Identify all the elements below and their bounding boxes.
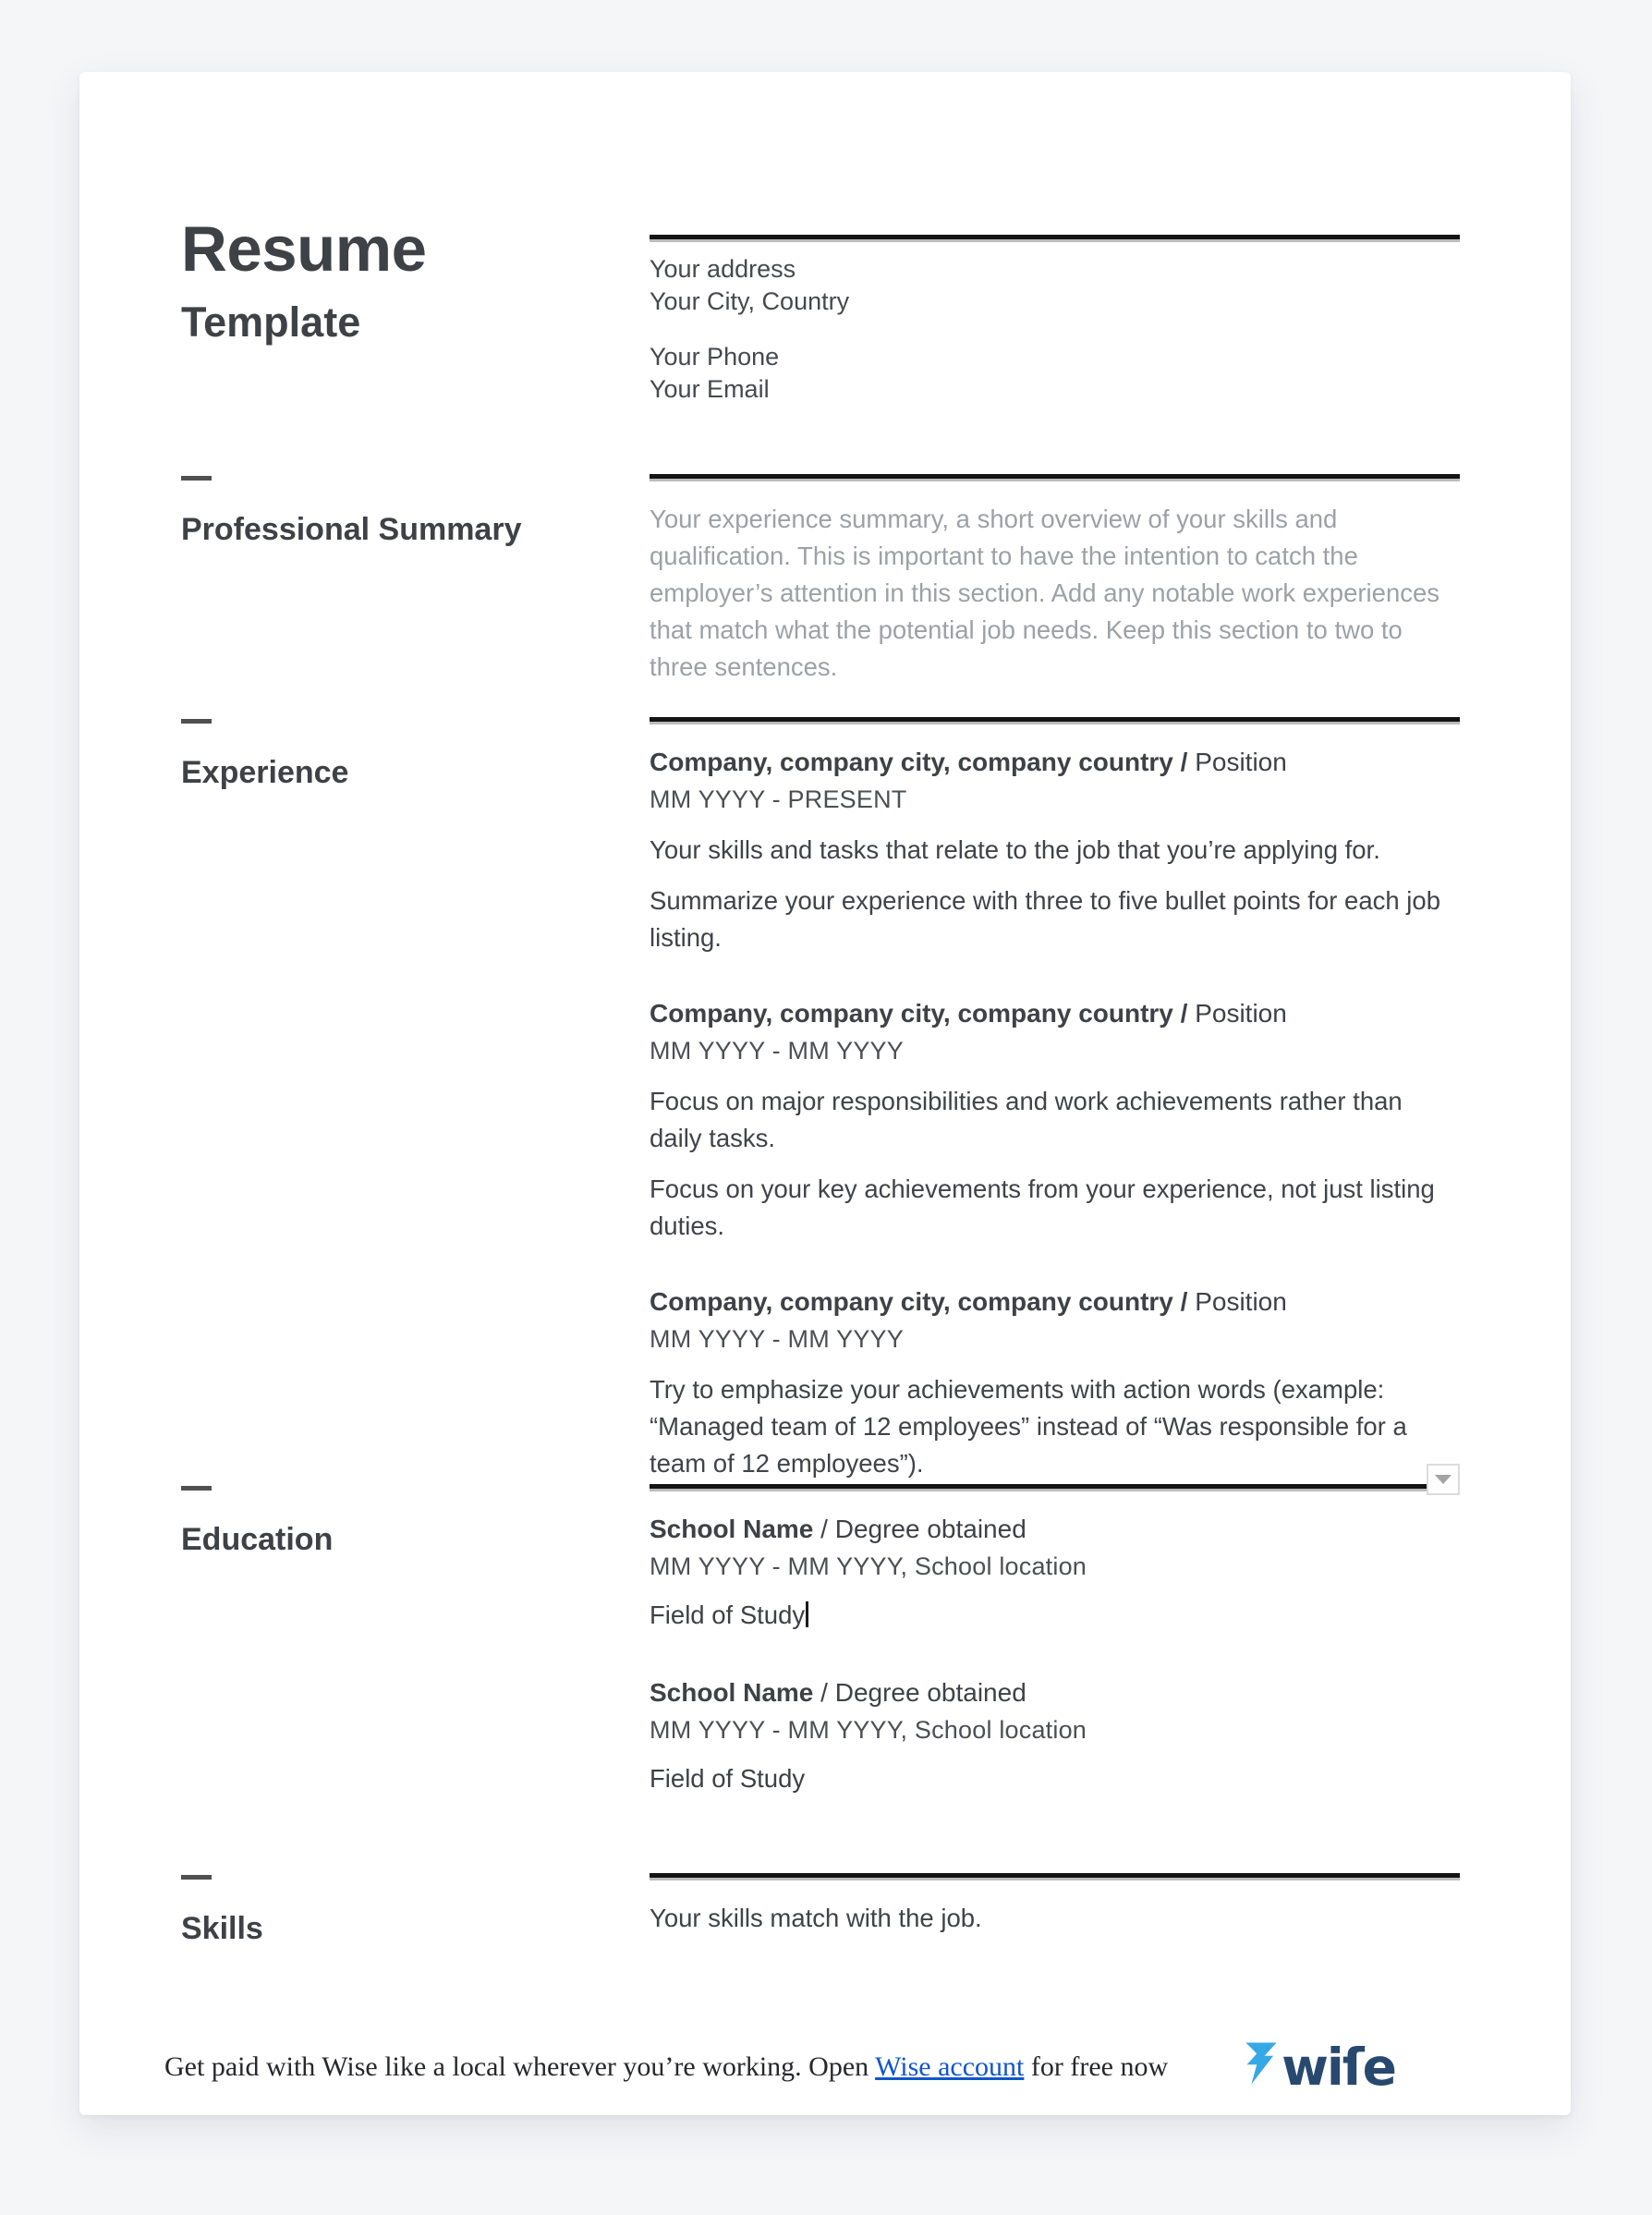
education-heading: Education (181, 1522, 334, 1557)
education-field-of-study (650, 1760, 1460, 1797)
professional-summary-content (650, 474, 1460, 686)
school-name: School Name (650, 1515, 814, 1543)
position-name: Position (1187, 748, 1287, 776)
professional-summary-heading: Professional Summary (181, 512, 522, 547)
footer-text-after: for free now (1024, 2051, 1169, 2082)
education-entry (650, 1674, 1460, 1797)
experience-entry-title (650, 744, 1460, 781)
skills-body: Your skills match with the job. (650, 1904, 982, 1932)
footer-banner (79, 2037, 1571, 2097)
position-name: Position (1187, 1287, 1287, 1316)
education-label-col (181, 1484, 650, 1797)
contact-block (650, 215, 1460, 406)
skills-divider (650, 1873, 1460, 1880)
education-entry-title (650, 1674, 1460, 1711)
education-section (79, 1484, 1571, 1797)
education-content (650, 1484, 1460, 1797)
education-divider (650, 1484, 1427, 1491)
skills-label-col (181, 1873, 650, 1947)
company-name: Company, company city, company country / (650, 748, 1188, 776)
title-block (181, 215, 650, 406)
phone-email-group (650, 341, 1460, 406)
wise-flag-icon (1244, 2041, 1279, 2093)
experience-entry-dates: MM YYYY - PRESENT (650, 785, 907, 813)
school-name: School Name (650, 1678, 814, 1707)
contact-lines (650, 253, 1460, 406)
experience-entry (650, 744, 1460, 956)
experience-entry-paragraph: Focus on major responsibilities and work achievements rather than daily tasks. (650, 1087, 1403, 1152)
field-of-study-text: Field of Study (650, 1764, 806, 1793)
header-divider (650, 235, 1460, 242)
experience-section (79, 717, 1571, 1482)
page-title: Resume (181, 213, 427, 285)
experience-entry-paragraph: Focus on your key achievements from your experience, not just listing duties. (650, 1174, 1435, 1240)
professional-summary-placeholder: Your experience summary, a short overview of your skills and qualification. This is important to have the intention to catch the employer’s attention in this section. Add any notable work experiences that match what the potential job needs. Keep this section to two to three sentences. (650, 505, 1440, 681)
footer-text-before: Get paid with Wise like a local wherever you’re working. Open (164, 2051, 876, 2082)
professional-summary-section (79, 474, 1571, 686)
education-entry (650, 1511, 1460, 1634)
contact-email: Your Email (650, 375, 770, 403)
experience-divider (650, 717, 1460, 724)
footer-text (164, 2051, 1168, 2083)
skills-section (79, 1873, 1571, 1947)
position-name: Position (1187, 999, 1287, 1028)
skills-content (650, 1873, 1460, 1947)
experience-entry-title (650, 1284, 1460, 1320)
experience-entry-paragraph: Try to emphasize your achievements with action words (example: “Managed team of 12 employees” instead of “Was responsible for a team of 12 employees”). (650, 1375, 1407, 1478)
resume-document-page (79, 72, 1571, 2115)
section-dash (181, 1486, 212, 1491)
education-entry-dates: MM YYYY - MM YYYY, School location (650, 1552, 1087, 1580)
experience-label-col (181, 717, 650, 1482)
experience-entry (650, 1284, 1460, 1482)
contact-phone: Your Phone (650, 343, 780, 371)
wise-account-link[interactable]: Wise account (875, 2051, 1025, 2082)
experience-entry-dates: MM YYYY - MM YYYY (650, 1325, 904, 1353)
wise-logo (1244, 2037, 1395, 2097)
experience-entry-dates: MM YYYY - MM YYYY (650, 1037, 904, 1065)
wise-wordmark: wiſe (1282, 2037, 1395, 2097)
degree-name: / Degree obtained (813, 1515, 1026, 1543)
education-entry-title (650, 1511, 1460, 1548)
section-dash (181, 1875, 212, 1880)
experience-heading: Experience (181, 755, 349, 790)
section-dash (181, 719, 212, 724)
section-dash (181, 476, 212, 481)
company-name: Company, company city, company country / (650, 999, 1188, 1028)
professional-summary-label-col (181, 474, 650, 686)
skills-heading: Skills (181, 1911, 263, 1946)
experience-entry-paragraph: Summarize your experience with three to five bullet points for each job listing. (650, 886, 1440, 952)
chevron-down-icon (1435, 1475, 1452, 1484)
education-entry-dates: MM YYYY - MM YYYY, School location (650, 1716, 1087, 1744)
experience-entry-title (650, 995, 1460, 1032)
address-group (650, 253, 1460, 318)
experience-content (650, 717, 1460, 1482)
degree-name: / Degree obtained (813, 1678, 1026, 1707)
experience-entry-paragraph: Your skills and tasks that relate to the job that you’re applying for. (650, 835, 1380, 864)
education-field-of-study (650, 1597, 1460, 1634)
contact-city-country: Your City, Country (650, 287, 850, 315)
header-section (79, 215, 1571, 406)
section-dropdown-marker[interactable] (1427, 1464, 1460, 1495)
field-of-study-text: Field of Study (650, 1600, 806, 1629)
experience-entry (650, 995, 1460, 1245)
professional-summary-divider (650, 474, 1460, 481)
page-subtitle: Template (181, 298, 361, 346)
company-name: Company, company city, company country / (650, 1287, 1188, 1316)
contact-address: Your address (650, 255, 796, 283)
text-cursor-caret (806, 1601, 808, 1627)
